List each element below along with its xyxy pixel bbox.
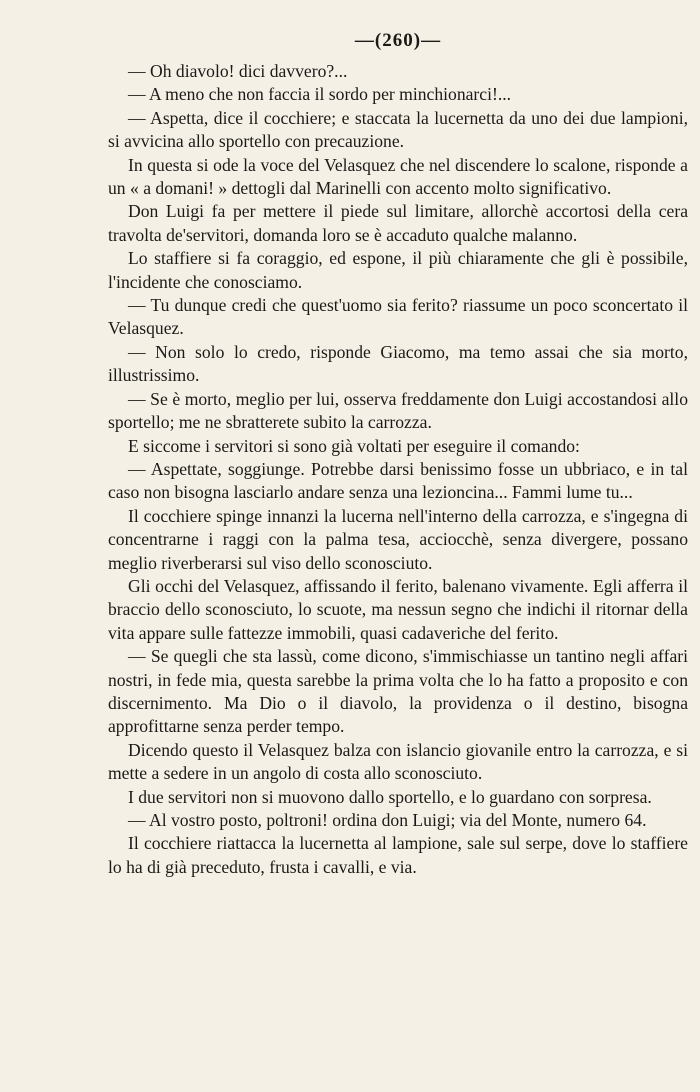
paragraph: — Se è morto, meglio per lui, osserva freddamente don Luigi accostandosi allo sportello; me ne sbratterete subito la carrozza. <box>108 388 688 433</box>
paragraph: E siccome i servitori si sono già voltati per eseguire il comando: <box>128 435 580 456</box>
paragraph: Lo staffiere si fa coraggio, ed espone, il più chiaramente che gli è possibile, l'incidente che conosciamo. <box>108 248 688 292</box>
paragraph: — Al vostro posto, poltroni! ordina don Luigi; via del Monte, numero 64. <box>128 810 647 830</box>
paragraph: — Se quegli che sta lassù, come dicono, s'immischiasse un tantino negli affari nostri, in fede mia, questa sarebbe la prima volta che lo ha fatto a proposito e con discernimento. Ma Dio o il diavolo, la providenza o il destino, bisogna approfittarne senza perder tempo. <box>108 646 688 737</box>
page-number: —(260)— <box>354 30 442 51</box>
paragraph: — Aspetta, dice il cocchiere; e staccata la lucernetta da uno dei due lampioni, si avvicina allo sportello con precauzione. <box>108 107 688 152</box>
paragraph: — Oh diavolo! dici davvero?... <box>128 61 348 81</box>
paragraph: Il cocchiere riattacca la lucernetta al lampione, sale sul serpe, dove lo staffiere lo ha di già preceduto, frusta i cavalli, e via. <box>108 833 688 877</box>
paragraph: In questa si ode la voce del Velasquez che nel discendere lo scalone, risponde a un « a domani! » dettogli dal Marinelli con accento molto significativo. <box>108 154 688 199</box>
paragraph: — Non solo lo credo, risponde Giacomo, ma temo assai che sia morto, illustrissimo. <box>108 341 688 386</box>
body-text <box>108 60 688 879</box>
paragraph: Dicendo questo il Velasquez balza con islancio giovanile entro la carrozza, e si mette a sedere in un angolo di costa allo sconosciuto. <box>108 739 688 784</box>
paragraph: — Aspettate, soggiunge. Potrebbe darsi benissimo fosse un ubbriaco, e in tal caso non bisogna lasciarlo andare senza una lezioncina... Fammi lume tu... <box>108 458 688 503</box>
paragraph: Gli occhi del Velasquez, affissando il ferito, balenano vivamente. Egli afferra il braccio dello sconosciuto, lo scuote, ma nessun segno che indichi il ritornar della vita appare sulle fattezze immobili, quasi cadaveriche del ferito. <box>108 575 688 643</box>
paragraph: Don Luigi fa per mettere il piede sul limitare, allorchè accortosi della cera travolta de'servitori, domanda loro se è accaduto qualche malanno. <box>108 201 688 245</box>
paragraph: I due servitori non si muovono dallo sportello, e lo guardano con sorpresa. <box>128 786 652 807</box>
paragraph: — A meno che non faccia il sordo per minchionarci!... <box>128 84 512 105</box>
paragraph: — Tu dunque credi che quest'uomo sia ferito? riassume un poco sconcertato il Velasquez. <box>108 295 688 339</box>
paragraph: Il cocchiere spinge innanzi la lucerna nell'interno della carrozza, e s'ingegna di concentrarne i raggi con la palma tesa, acciocchè, senza divergere, possano meglio riverberarsi sul viso dello sconosciuto. <box>108 505 688 573</box>
